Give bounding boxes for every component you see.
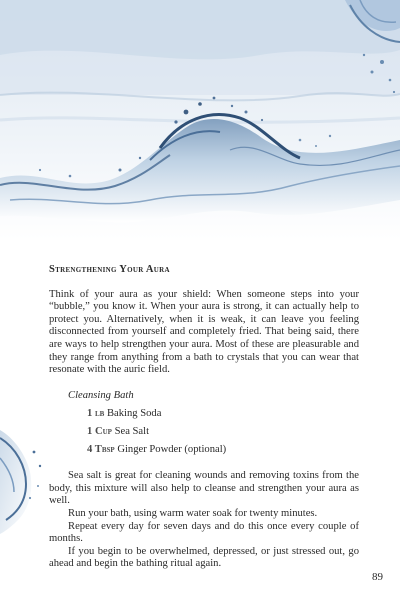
ingredient-quantity: 1 Cup <box>87 425 112 437</box>
article-body <box>49 264 359 571</box>
ingredient-item <box>87 444 359 457</box>
ingredient-quantity: 1 lb <box>87 408 105 420</box>
ingredient-name: Sea Salt <box>114 425 150 437</box>
body-paragraph: Sea salt is great for cleaning wounds and removing toxins from the body, this mixture will also help to cleanse and strengthen your aura as well. <box>49 470 359 507</box>
page-number: 89 <box>372 571 383 583</box>
body-paragraph: Repeat every day for seven days and do this once every couple of months. <box>49 520 359 545</box>
recipe-title: Cleansing Bath <box>68 389 134 401</box>
ingredient-item <box>87 408 359 421</box>
ingredient-quantity: 4 Tbsp <box>87 443 115 455</box>
ingredient-item <box>87 426 359 439</box>
intro-paragraph: Think of your aura as your shield: When someone steps into your “bubble,” you know it. When your aura is strong, it can actually help to protect you. Alternatively, when it is weak, it can leave you feeling disconnected from yourself and completely fried. That being said, there are ways to help strengthen your aura. Most of these are pleasurable and they range from anything from a bath to crystals that you can wear that resonate with the auric field. <box>49 288 359 376</box>
body-paragraph: If you begin to be overwhelmed, depressed, or just stressed out, go ahead and begin the bathing ritual again. <box>49 545 359 570</box>
ingredient-name: Ginger Powder (optional) <box>117 443 227 455</box>
body-paragraph: Run your bath, using warm water soak for twenty minutes. <box>68 507 318 519</box>
section-heading: Strengthening Your Aura <box>49 264 170 275</box>
ingredient-name: Baking Soda <box>106 408 162 420</box>
